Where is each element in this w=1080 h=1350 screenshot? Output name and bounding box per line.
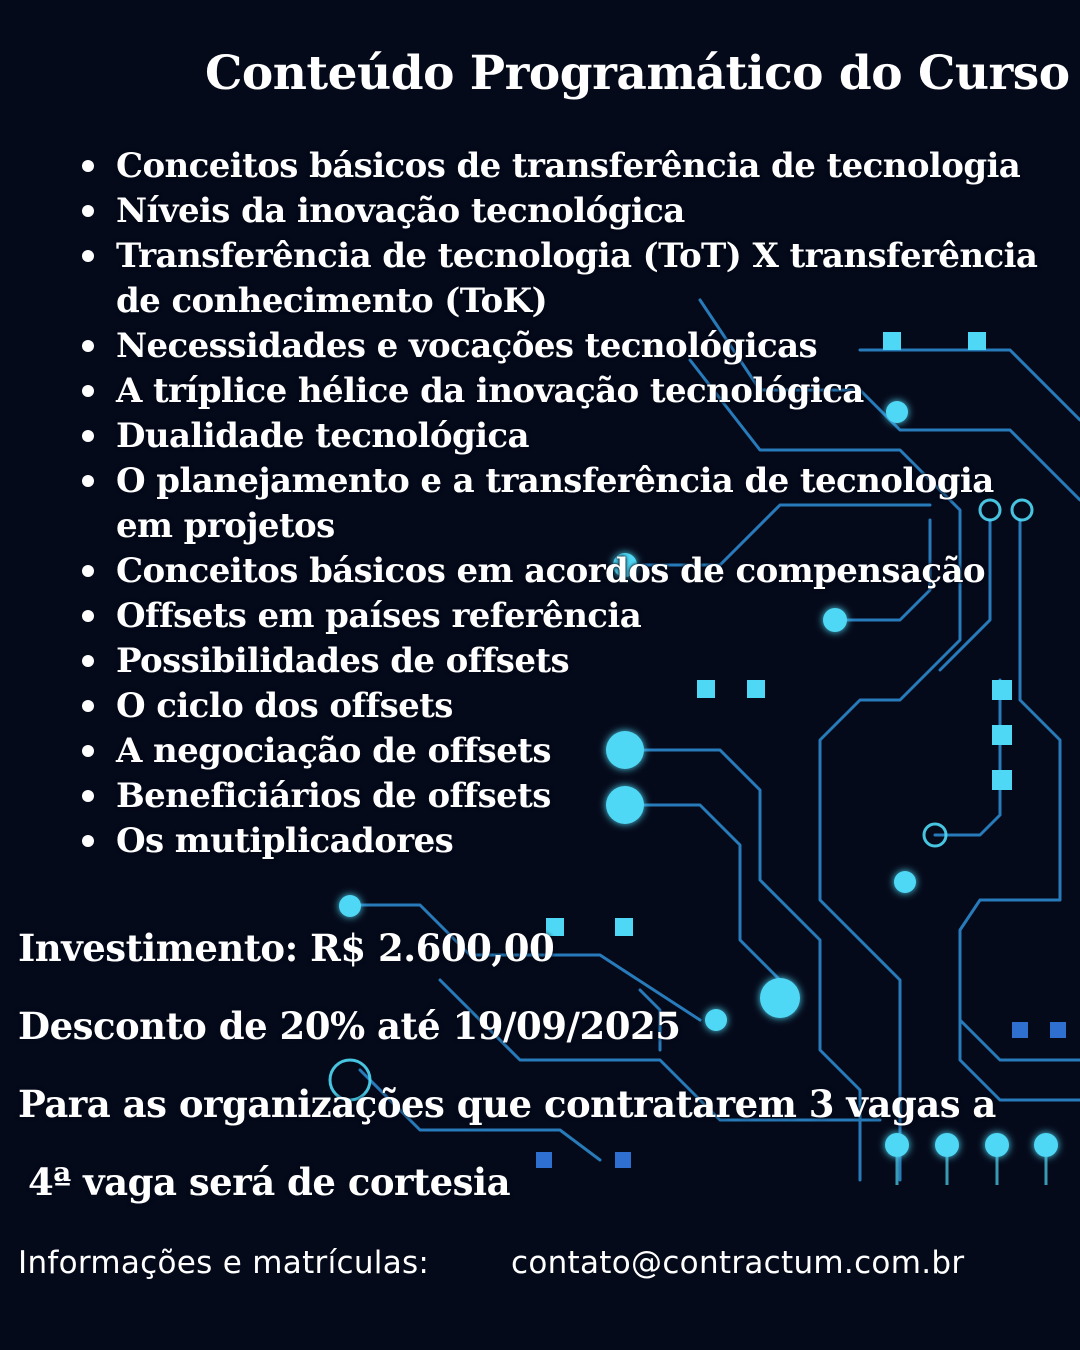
- investment-price: Investimento: R$ 2.600,00: [18, 926, 555, 970]
- list-item: Conceitos básicos de transferência de tecnologia: [78, 144, 1038, 189]
- list-item: Offsets em países referência: [78, 594, 1038, 639]
- list-item: Possibilidades de offsets: [78, 639, 1038, 684]
- contact-info: [18, 1245, 1058, 1281]
- contact-email[interactable]: contato@contractum.com.br: [511, 1245, 965, 1281]
- list-item: Transferência de tecnologia (ToT) X transferência de conhecimento (ToK): [78, 234, 1038, 324]
- list-item: A negociação de offsets: [78, 729, 1038, 774]
- list-item: A tríplice hélice da inovação tecnológica: [78, 369, 1038, 414]
- contact-label: Informações e matrículas:: [18, 1245, 430, 1281]
- list-item: Beneficiários de offsets: [78, 774, 1038, 819]
- list-item: Níveis da inovação tecnológica: [78, 189, 1038, 234]
- topics-list: [78, 144, 1038, 864]
- page-title: Conteúdo Programático do Curso: [205, 46, 1070, 101]
- list-item: Os mutiplicadores: [78, 819, 1038, 864]
- list-item: Conceitos básicos em acordos de compensação: [78, 549, 1038, 594]
- list-item: Dualidade tecnológica: [78, 414, 1038, 459]
- promo-line-1: Para as organizações que contratarem 3 vagas a: [18, 1082, 996, 1126]
- list-item: Necessidades e vocações tecnológicas: [78, 324, 1038, 369]
- list-item: O planejamento e a transferência de tecnologia em projetos: [78, 459, 1038, 549]
- list-item: O ciclo dos offsets: [78, 684, 1038, 729]
- discount-info: Desconto de 20% até 19/09/2025: [18, 1004, 681, 1048]
- promo-line-2: 4ª vaga será de cortesia: [28, 1160, 511, 1204]
